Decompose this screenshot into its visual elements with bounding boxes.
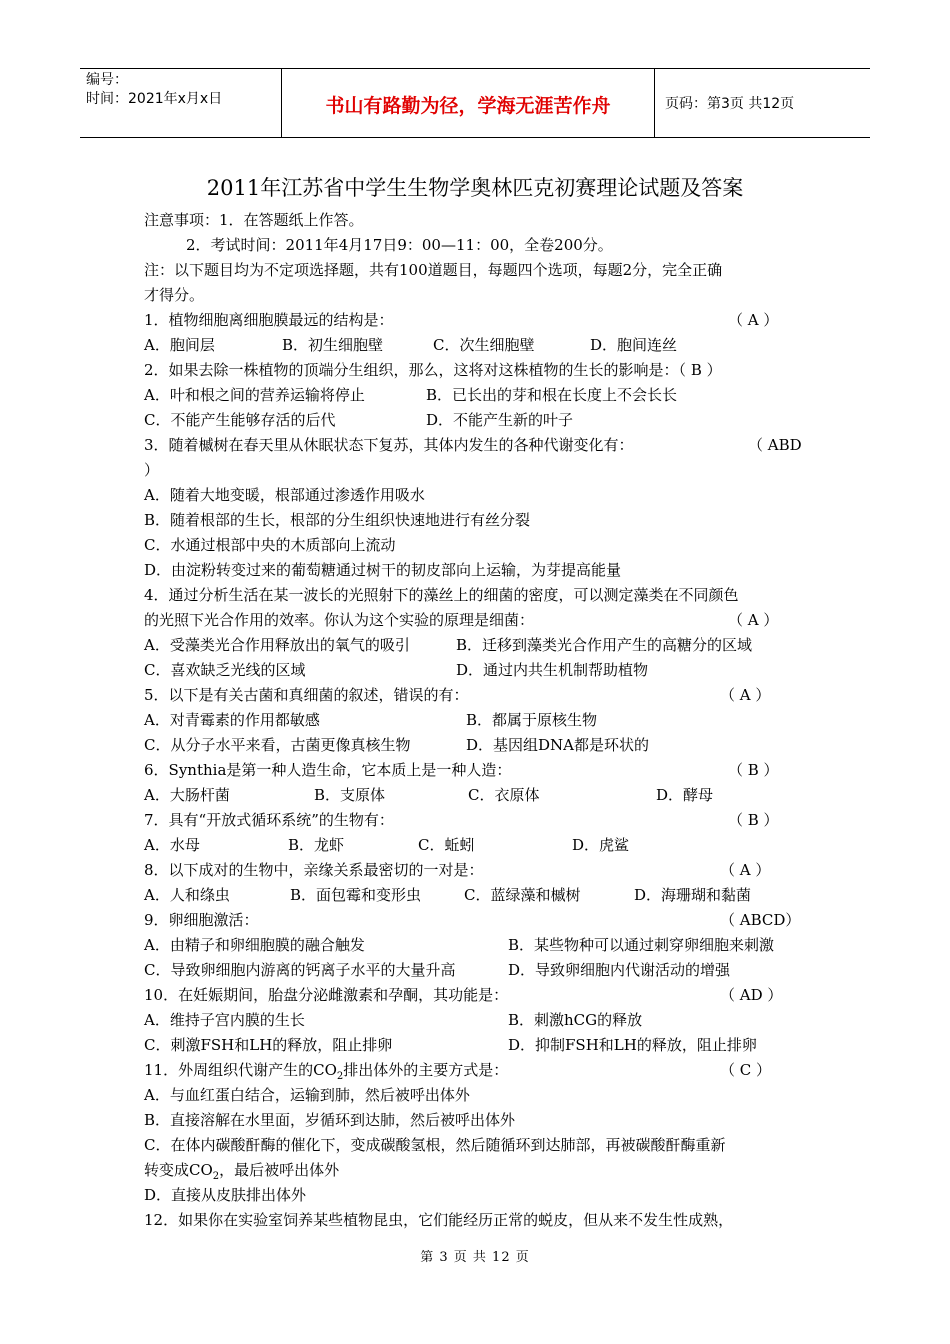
option: A．维持子宫内膜的生长 — [144, 1011, 305, 1029]
header-meta — [86, 71, 282, 109]
option: B．直接溶解在水里面，岁循环到达肺，然后被呼出体外 — [144, 1111, 516, 1129]
options-row — [144, 1033, 810, 1058]
note-line: 2．考试时间：2011年4月17日9：00—11：00，全卷200分。 — [186, 236, 613, 254]
header-motto: 书山有路勤为径，学海无涯苦作舟 — [325, 95, 611, 117]
question-stem — [144, 608, 810, 633]
option: C．不能产生能够存活的后代 — [144, 411, 336, 429]
options-row — [144, 408, 810, 433]
option: A．随着大地变暖，根部通过渗透作用吸水 — [144, 486, 425, 504]
option: C．喜欢缺乏光线的区域 — [144, 661, 306, 679]
option: C．次生细胞壁 — [433, 336, 535, 354]
options-row — [144, 933, 810, 958]
answer: （ ABD — [748, 436, 802, 454]
question-stem — [144, 758, 810, 783]
option: C．刺激FSH和LH的释放，阻止排卵 — [144, 1036, 393, 1054]
option: C．蓝绿藻和槭树 — [464, 886, 581, 904]
stem-text: 7．具有“开放式循环系统”的生物有： — [144, 811, 394, 829]
options-row — [144, 733, 810, 758]
stem-text: 排出体外的主要方式是： — [343, 1061, 509, 1079]
option: D．直接从皮肤排出体外 — [144, 1186, 307, 1204]
options-row — [144, 1008, 810, 1033]
option: D．海珊瑚和黏菌 — [634, 886, 752, 904]
stem-text: 的光照下光合作用的效率。你认为这个实验的原理是细菌： — [144, 611, 535, 629]
note-line: 才得分。 — [144, 286, 205, 304]
option: A．由精子和卵细胞膜的融合触发 — [144, 936, 365, 954]
document-header — [80, 68, 870, 138]
option: B．龙虾 — [288, 836, 345, 854]
options-row — [144, 708, 810, 733]
question-stem — [144, 683, 810, 708]
option: D．通过内共生机制帮助植物 — [456, 661, 649, 679]
options-row — [144, 658, 810, 683]
answer: （ A ） — [728, 611, 779, 629]
header-page-info: 页码：第3页 共12页 — [665, 96, 795, 112]
option: A．对青霉素的作用都敏感 — [144, 711, 320, 729]
page-footer: 第 3 页 共 12 页 — [420, 1250, 530, 1265]
option: D．导致卵细胞内代谢活动的增强 — [508, 961, 731, 979]
option: A．水母 — [144, 836, 200, 854]
option: C．导致卵细胞内游离的钙离子水平的大量升高 — [144, 961, 456, 979]
option: D．由淀粉转变过来的葡萄糖通过树干的韧皮部向上运输，为芽提高能量 — [144, 561, 622, 579]
question-stem — [144, 433, 810, 458]
options-row — [144, 783, 810, 808]
question-stem — [144, 858, 810, 883]
option: A．胞间层 — [144, 336, 215, 354]
options-row — [144, 883, 810, 908]
option: B．已长出的芽和根在长度上不会长长 — [426, 386, 678, 404]
answer: （ A ） — [728, 311, 779, 329]
option: A．与血红蛋白结合，运输到肺，然后被呼出体外 — [144, 1086, 470, 1104]
question-stem: 4．通过分析生活在某一波长的光照射下的藻丝上的细菌的密度，可以测定藻类在不同颜色 — [144, 586, 739, 604]
option: A．叶和根之间的营养运输将停止 — [144, 386, 365, 404]
note-line: 注意事项：1．在答题纸上作答。 — [144, 211, 364, 229]
option: D．基因组DNA都是环状的 — [466, 736, 650, 754]
number-label: 编号： — [86, 72, 128, 88]
option: C．水通过根部中央的木质部向上流动 — [144, 536, 396, 554]
options-row — [144, 833, 810, 858]
option: D．不能产生新的叶子 — [426, 411, 574, 429]
option-continued — [144, 1158, 810, 1183]
question-stem — [144, 1058, 810, 1083]
question-stem: 2．如果去除一株植物的顶端分生组织，那么，这将对这株植物的生长的影响是：（ B ） — [144, 361, 722, 379]
question-stem — [144, 983, 810, 1008]
answer: （ ABCD） — [720, 911, 801, 929]
stem-text: 10．在妊娠期间，胎盘分泌雌激素和孕酮，其功能是： — [144, 986, 509, 1004]
option: A．受藻类光合作用释放出的氧气的吸引 — [144, 636, 410, 654]
question-stem — [144, 308, 810, 333]
stem-text: 1．植物细胞离细胞膜最远的结构是： — [144, 311, 394, 329]
answer: （ B ） — [728, 811, 779, 829]
question-stem — [144, 908, 810, 933]
option: B．初生细胞壁 — [282, 336, 384, 354]
option: B．面包霉和变形虫 — [290, 886, 422, 904]
option: D．酵母 — [656, 786, 714, 804]
option: C．蚯蚓 — [418, 836, 475, 854]
date-label: 时间：2021年x月x日 — [86, 91, 223, 107]
stem-text: 6．Synthia是第一种人造生命，它本质上是一种人造： — [144, 761, 512, 779]
stem-text: 3．随着槭树在春天里从休眠状态下复苏，其体内发生的各种代谢变化有： — [144, 436, 634, 454]
option: D．胞间连丝 — [590, 336, 678, 354]
option: B．支原体 — [314, 786, 386, 804]
option-text: 转变成CO — [144, 1161, 213, 1179]
stem-text: 11．外周组织代谢产生的CO — [144, 1061, 337, 1079]
option: A．人和绦虫 — [144, 886, 230, 904]
stem-text: 8．以下成对的生物中，亲缘关系最密切的一对是： — [144, 861, 484, 879]
subscript: 2 — [212, 1171, 220, 1182]
exam-content — [144, 208, 810, 1233]
option: D．抑制FSH和LH的释放，阻止排卵 — [508, 1036, 757, 1054]
stem-text: 5．以下是有关古菌和真细菌的叙述，错误的有： — [144, 686, 469, 704]
options-row — [144, 333, 810, 358]
option: A．大肠杆菌 — [144, 786, 230, 804]
subscript: 2 — [336, 1071, 344, 1082]
option: B．都属于原核生物 — [466, 711, 598, 729]
answer: （ AD ） — [720, 986, 783, 1004]
question-stem: 12．如果你在实验室饲养某些植物昆虫，它们能经历正常的蜕皮，但从来不发生性成熟， — [144, 1211, 734, 1229]
answer: （ C ） — [720, 1061, 772, 1079]
header-divider — [654, 69, 655, 137]
note-line: 注：以下题目均为不定项选择题，共有100道题目，每题四个选项，每题2分，完全正确 — [144, 261, 723, 279]
option: B．迁移到藻类光合作用产生的高糖分的区域 — [456, 636, 753, 654]
options-row — [144, 958, 810, 983]
option: D．虎鲨 — [572, 836, 630, 854]
stem-text: 9．卵细胞激活： — [144, 911, 259, 929]
option: B．随着根部的生长，根部的分生组织快速地进行有丝分裂 — [144, 511, 531, 529]
option-text: ，最后被呼出体外 — [219, 1161, 340, 1179]
option: B．某些物种可以通过刺穿卵细胞来刺激 — [508, 936, 775, 954]
answer: （ A ） — [720, 861, 771, 879]
options-row — [144, 633, 810, 658]
page-title: 2011年江苏省中学生生物学奥林匹克初赛理论试题及答案 — [206, 176, 744, 200]
question-stem — [144, 808, 810, 833]
answer: （ A ） — [720, 686, 771, 704]
answer: （ B ） — [728, 761, 779, 779]
answer-close: ） — [144, 461, 160, 479]
option: C．从分子水平来看，古菌更像真核生物 — [144, 736, 411, 754]
option: C．衣原体 — [468, 786, 540, 804]
option: C．在体内碳酸酐酶的催化下，变成碳酸氢根，然后随循环到达肺部，再被碳酸酐酶重新 — [144, 1136, 726, 1154]
options-row — [144, 383, 810, 408]
option: B．刺激hCG的释放 — [508, 1011, 643, 1029]
